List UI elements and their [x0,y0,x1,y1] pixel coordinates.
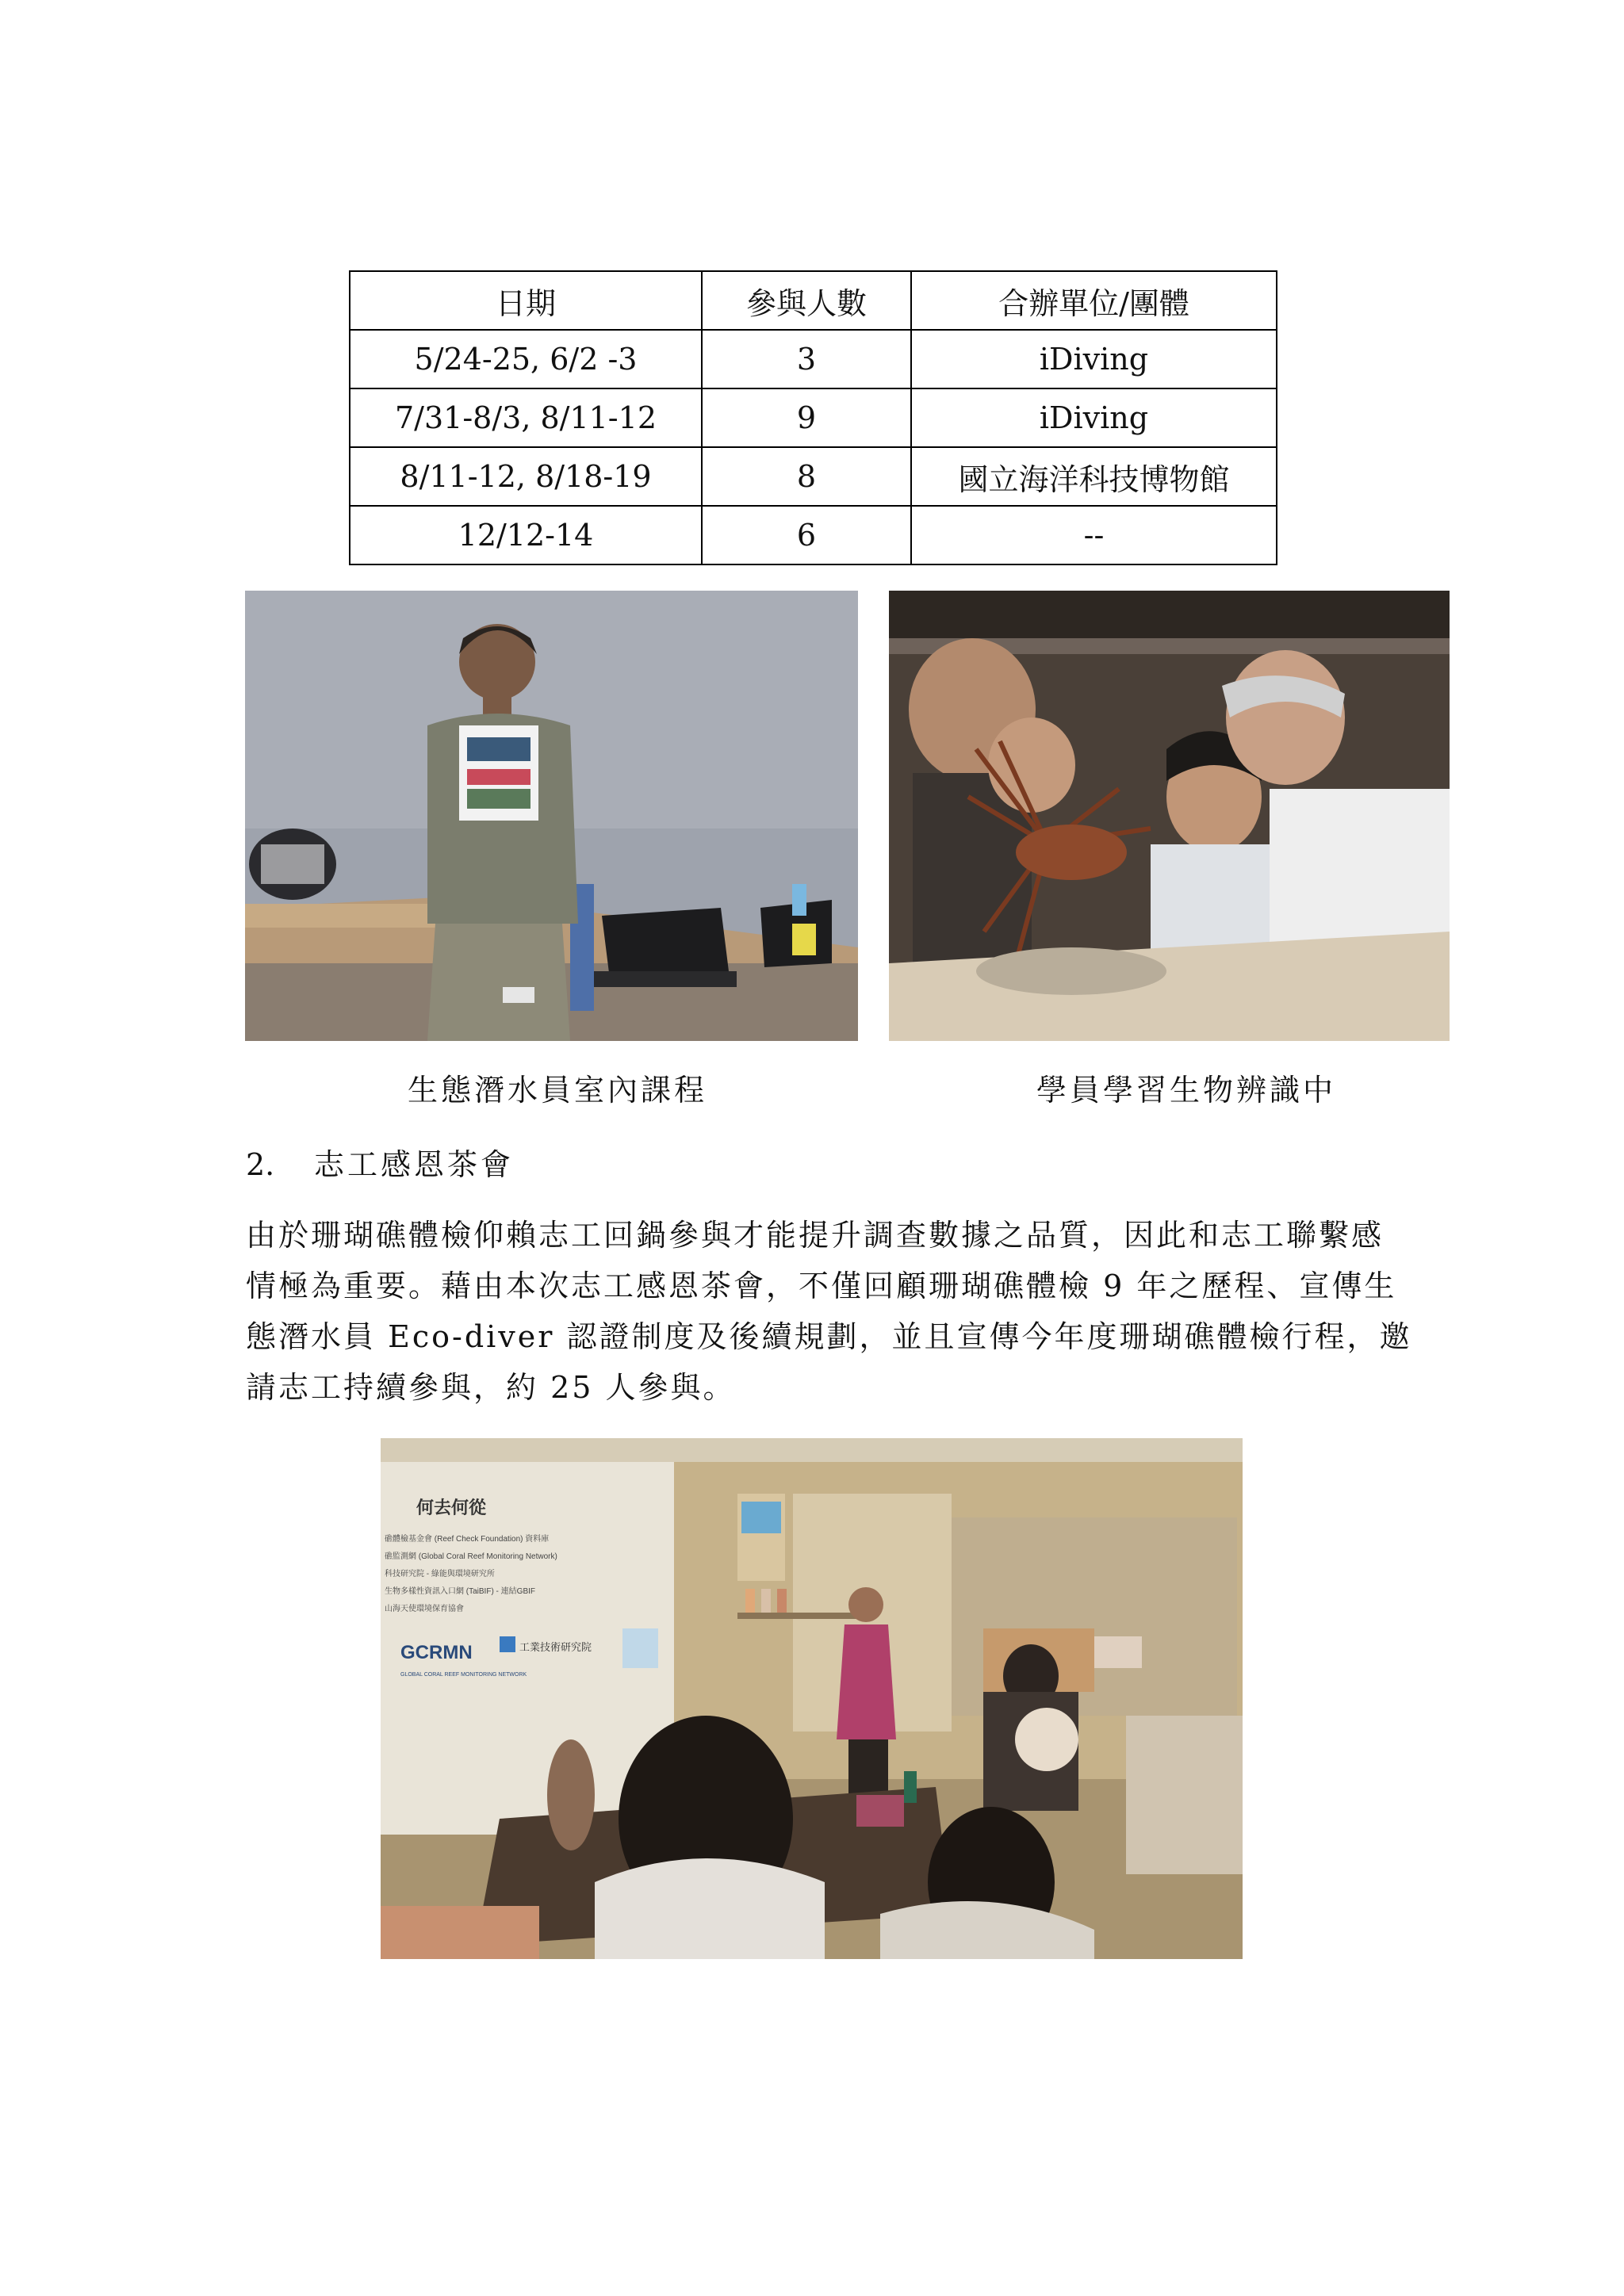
paragraph-line: 態潛水員 Eco-diver 認證制度及後續規劃，並且宣傳今年度珊瑚礁體檢行程，邀 [246,1319,1412,1354]
slide-item: 礁體檢基金會 (Reef Check Foundation) 資料庫 [385,1535,550,1544]
cell-organizer: iDiving [911,330,1277,388]
cell-participants: 8 [702,447,911,506]
cell-date: 5/24-25, 6/2 -3 [350,330,702,388]
aquarium-illustration [889,591,1450,1041]
paragraph-line: 由於珊瑚礁體檢仰賴志工回鍋參與才能提升調查數據之品質，因此和志工聯繫感 [246,1218,1385,1253]
slide-logo-itri: 工業技術研究院 [519,1641,592,1653]
slide-logo-gcrmn-sub: GLOBAL CORAL REEF MONITORING NETWORK [400,1672,527,1678]
header-date: 日期 [350,271,702,330]
section-number: 2. [246,1147,275,1182]
tea-party-illustration [381,1438,1243,1959]
header-organizer: 合辦單位/團體 [911,271,1277,330]
slide-item: 礁監測網 (Global Coral Reef Monitoring Network) [385,1552,557,1561]
cell-organizer: iDiving [911,388,1277,447]
cell-organizer: -- [911,506,1277,564]
aquarium-caption: 學員學習生物辨識中 [1036,1073,1337,1108]
table-header-row [350,271,1277,330]
cell-date: 8/11-12, 8/18-19 [350,447,702,506]
cell-date: 12/12-14 [350,506,702,564]
paragraph-line: 情極為重要。藉由本次志工感恩茶會，不僅回顧珊瑚礁體檢 9 年之歷程、宣傳生 [246,1269,1397,1303]
itri-logo-icon [500,1636,515,1652]
cell-organizer: 國立海洋科技博物館 [911,447,1277,506]
indoor-class-caption: 生態潛水員室內課程 [408,1073,708,1108]
table-row [350,388,1277,447]
aquarium-photo [889,591,1450,1041]
cell-participants: 3 [702,330,911,388]
indoor-class-illustration [245,591,858,1041]
slide-item: 山海天使環境保育協會 [385,1605,464,1613]
paragraph-line: 請志工持續參與，約 25 人參與。 [246,1370,736,1405]
table-row [350,447,1277,506]
cell-date: 7/31-8/3, 8/11-12 [350,388,702,447]
header-participants: 參與人數 [702,271,911,330]
slide-item: 科技研究院 - 綠能與環境研究所 [385,1570,495,1578]
course-schedule-table [349,270,1277,565]
section-heading [246,1140,514,1184]
section-title: 志工感恩茶會 [314,1147,515,1182]
indoor-class-photo [245,591,858,1041]
body-paragraph [246,1210,1412,1413]
cell-participants: 9 [702,388,911,447]
table-row [350,506,1277,564]
slide-item: 生物多樣性資訊入口網 (TaiBIF) - 連結GBIF [385,1587,535,1596]
cell-participants: 6 [702,506,911,564]
slide-title: 何去何從 [416,1498,487,1517]
table-row [350,330,1277,388]
tea-party-photo [381,1438,1243,1959]
slide-logo-gcrmn: GCRMN [400,1642,473,1663]
slide-logo-icon [622,1628,658,1668]
